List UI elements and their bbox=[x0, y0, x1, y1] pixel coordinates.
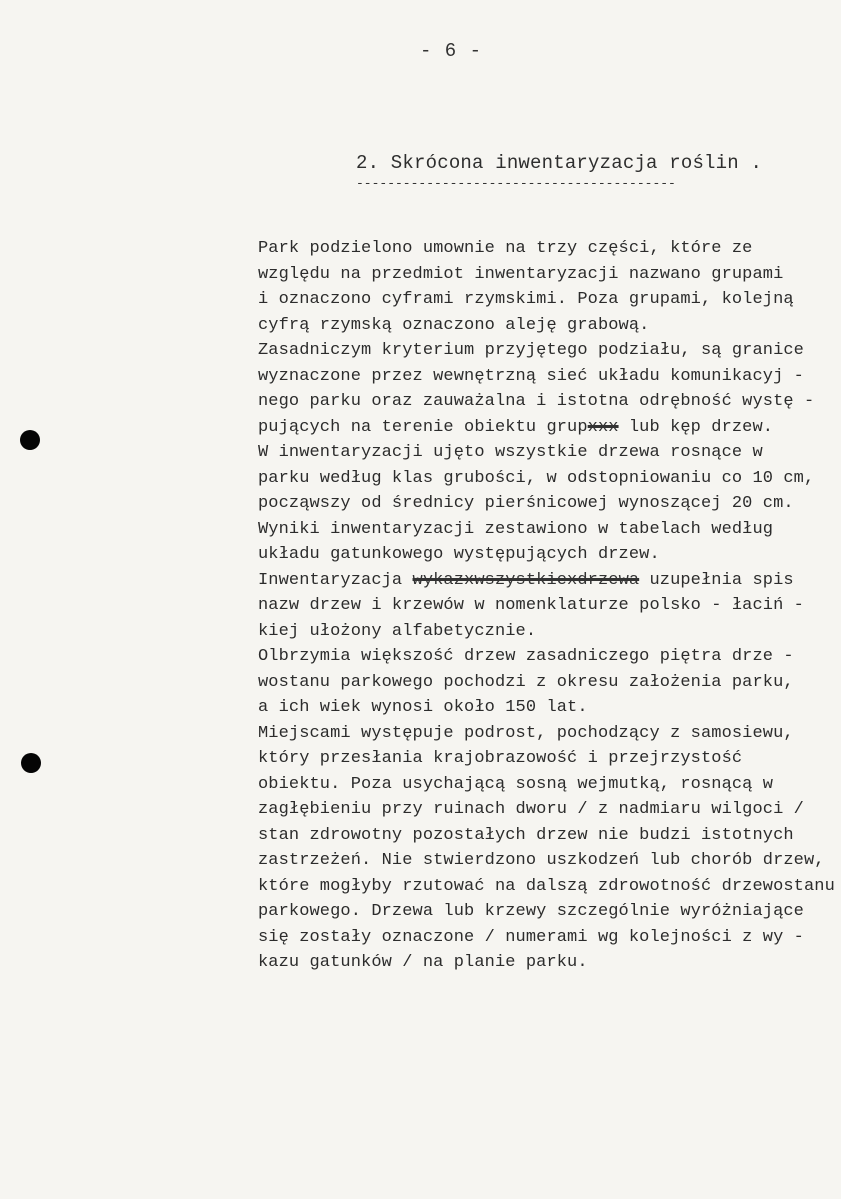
text-line-content: lub kęp drzew. bbox=[618, 417, 774, 437]
text-line: począwszy od średnicy pierśnicowej wynoszącej 20 cm. bbox=[258, 494, 794, 513]
text-line: stan zdrowotny pozostałych drzew nie budzi istotnych bbox=[258, 825, 794, 845]
text-line: Olbrzymia większość drzew zasadniczego piętra drze - bbox=[258, 647, 794, 666]
text-line: nego parku oraz zauważalna i istotna odrębność wystę - bbox=[258, 392, 815, 411]
text-line: a ich wiek wynosi około 150 lat. bbox=[258, 698, 588, 717]
text-line-content: uzupełnia spis bbox=[639, 570, 794, 590]
punch-hole bbox=[20, 430, 40, 450]
text-line: Zasadniczym kryterium przyjętego podziału, są granice bbox=[258, 341, 804, 360]
body-text bbox=[258, 236, 835, 976]
text-line: parku według klas grubości, w odstopniowaniu co 10 cm, bbox=[258, 468, 815, 488]
text-line: kiej ułożony alfabetycznie. bbox=[258, 621, 537, 641]
text-line: Wyniki inwentaryzacji zestawiono w tabelach według bbox=[258, 519, 774, 539]
text-line: układu gatunkowego występujących drzew. bbox=[258, 545, 660, 564]
text-line-content: Inwentaryzacja bbox=[258, 570, 413, 590]
text-line: parkowego. Drzewa lub krzewy szczególnie wyróżniające bbox=[258, 902, 804, 921]
text-line: cyfrą rzymską oznaczono aleję grabową. bbox=[258, 315, 650, 335]
text-line: zastrzeżeń. Nie stwierdzono uszkodzeń lub chorób drzew, bbox=[258, 851, 825, 870]
punch-hole bbox=[21, 753, 41, 773]
text-line: zagłębieniu przy ruinach dworu / z nadmiaru wilgoci / bbox=[258, 800, 804, 819]
page-number: - 6 - bbox=[420, 40, 483, 62]
text-line: nazw drzew i krzewów w nomenklaturze polsko - łaciń - bbox=[258, 596, 804, 615]
text-line: które mogłyby rzutować na dalszą zdrowotność drzewostanu bbox=[258, 876, 835, 896]
text-line bbox=[258, 568, 828, 594]
text-line: W inwentaryzacji ujęto wszystkie drzewa rosnące w bbox=[258, 443, 763, 462]
text-line: który przesłania krajobrazowość i przejrzystość bbox=[258, 749, 743, 768]
section-heading: 2. Skrócona inwentaryzacja roślin . bbox=[356, 152, 763, 174]
text-line: Miejscami występuje podrost, pochodzący z samosiewu, bbox=[258, 723, 794, 743]
text-line: względu na przedmiot inwentaryzacji nazwano grupami bbox=[258, 264, 784, 284]
strikeout-text: xxx bbox=[587, 417, 619, 437]
heading-underline: ----------------------------------------- bbox=[356, 176, 676, 191]
text-line bbox=[258, 415, 828, 441]
text-line: kazu gatunków / na planie parku. bbox=[258, 953, 588, 972]
text-line: się zostały oznaczone / numerami wg kolejności z wy - bbox=[258, 927, 804, 947]
text-line: wyznaczone przez wewnętrzną sieć układu komunikacyj - bbox=[258, 366, 804, 386]
text-line: Park podzielono umownie na trzy części, które ze bbox=[258, 239, 753, 258]
text-line: obiektu. Poza usychającą sosną wejmutką, rosnącą w bbox=[258, 774, 774, 794]
strikeout-text: wykazxwszystkiexdrzewa bbox=[412, 570, 640, 590]
text-line-content: pujących na terenie obiektu grup bbox=[258, 417, 588, 437]
text-line: wostanu parkowego pochodzi z okresu założenia parku, bbox=[258, 672, 794, 692]
text-line: i oznaczono cyframi rzymskimi. Poza grupami, kolejną bbox=[258, 290, 794, 309]
